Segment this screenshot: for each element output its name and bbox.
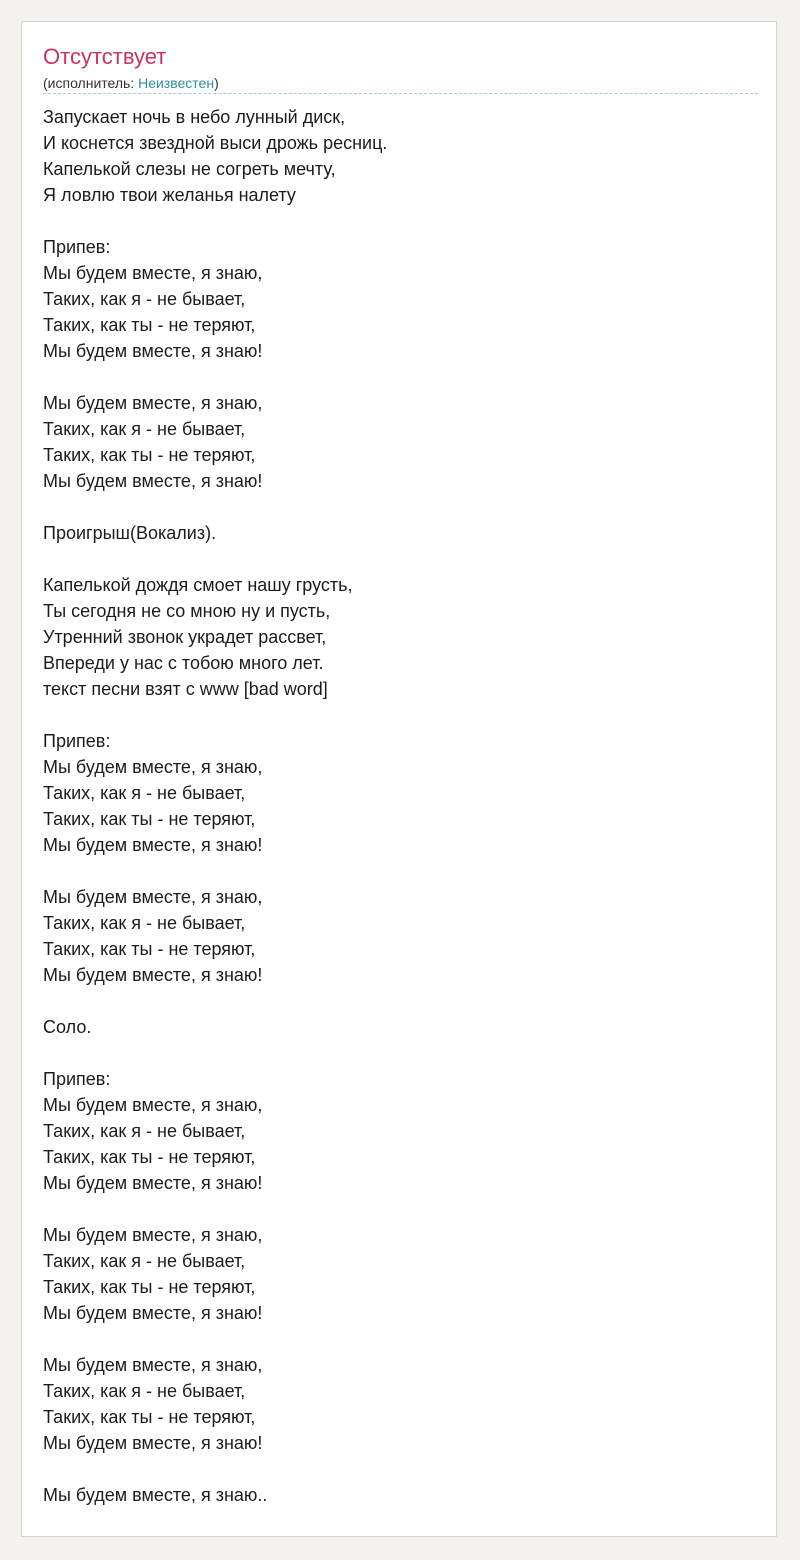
lyrics-card — [21, 21, 777, 1537]
header-divider — [43, 93, 758, 94]
song-title: Отсутствует — [43, 44, 167, 69]
lyrics-text: Запускает ночь в небо лунный диск, И коснется звездной выси дрожь ресниц. Капелькой слезы не согреть мечту, Я ловлю твои желанья налету Припев: Мы будем вместе, я знаю, Таких, как я - не бывает, Таких, как ты - не теряют, Мы будем вместе, я знаю! Мы будем вместе, я знаю, Таких, как я - не бывает, Таких, как ты - не теряют, Мы будем вместе, я знаю! Проигрыш(Вокализ). Капелькой дождя смоет нашу грусть, Ты сегодня не со мною ну и пусть, Утренний звонок украдет рассвет, Впереди у нас с тобою много лет. текст песни взят с www [bad word] Припев: Мы будем вместе, я знаю, Таких, как я - не бывает, Таких, как ты - не теряют, Мы будем вместе, я знаю! Мы будем вместе, я знаю, Таких, как я - не бывает, Таких, как ты - не теряют, Мы будем вместе, я знаю! Соло. Припев: Мы будем вместе, я знаю, Таких, как я - не бывает, Таких, как ты - не теряют, Мы будем вместе, я знаю! Мы будем вместе, я знаю, Таких, как я - не бывает, Таких, как ты - не теряют, Мы будем вместе, я знаю! Мы будем вместе, я знаю, Таких, как я - не бывает, Таких, как ты - не теряют, Мы будем вместе, я знаю! Мы будем вместе, я знаю.. — [43, 107, 388, 1505]
artist-prefix: (исполнитель: — [43, 75, 139, 91]
artist-link[interactable]: Неизвестен — [138, 75, 215, 91]
artist-suffix: ) — [214, 75, 219, 91]
artist-line — [43, 74, 219, 92]
